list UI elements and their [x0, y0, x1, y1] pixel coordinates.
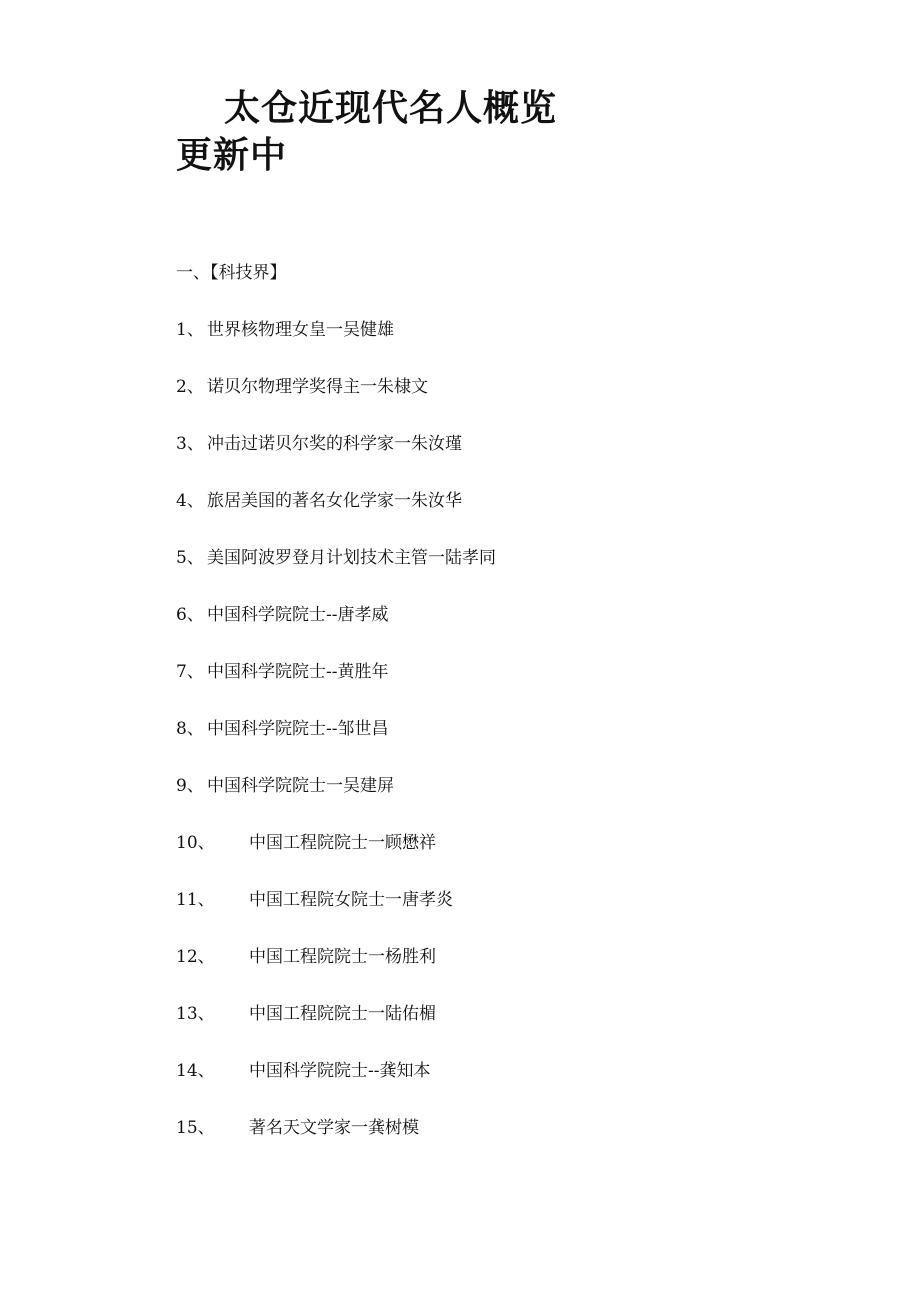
item-text: 中国工程院院士一杨胜利 [249, 947, 436, 967]
item-number: 1、 [176, 320, 204, 340]
item-number: 3、 [176, 434, 204, 454]
document-subtitle: 更新中 [176, 134, 288, 176]
list-item [176, 660, 496, 717]
list-item [176, 318, 496, 375]
item-text: 美国阿波罗登月计划技术主管一陆孝同 [207, 548, 496, 568]
item-number: 5、 [176, 548, 204, 568]
list-item [176, 831, 496, 888]
item-number: 15、 [176, 1118, 215, 1138]
list-item [176, 603, 496, 660]
list-item [176, 375, 496, 432]
list-item [176, 489, 496, 546]
document-title: 太仓近现代名人概览 [224, 87, 558, 129]
item-number: 4、 [176, 491, 204, 511]
list-item [176, 945, 496, 1002]
section-heading: 一、【科技界】 [176, 263, 287, 283]
item-number: 2、 [176, 377, 204, 397]
item-text: 旅居美国的著名女化学家一朱汝华 [207, 491, 462, 511]
item-number: 11、 [176, 890, 215, 910]
item-text: 中国工程院女院士一唐孝炎 [249, 890, 453, 910]
item-text: 著名天文学家一龚树模 [249, 1118, 419, 1138]
item-number: 8、 [176, 719, 204, 739]
item-text: 诺贝尔物理学奖得主一朱棣文 [207, 377, 428, 397]
item-number: 13、 [176, 1004, 215, 1024]
list-item [176, 1059, 496, 1116]
item-number: 14、 [176, 1061, 215, 1081]
item-number: 9、 [176, 776, 204, 796]
list-item [176, 1116, 496, 1173]
item-number: 12、 [176, 947, 215, 967]
list-item [176, 1002, 496, 1059]
list-item [176, 888, 496, 945]
item-text: 中国科学院院士一吴建屏 [207, 776, 394, 796]
item-text: 中国工程院院士一顾懋祥 [249, 833, 436, 853]
item-text: 中国科学院院士--邹世昌 [207, 719, 389, 739]
item-text: 中国科学院院士--唐孝威 [207, 605, 389, 625]
item-text: 中国科学院院士--龚知本 [249, 1061, 431, 1081]
person-list [176, 318, 496, 1173]
list-item [176, 432, 496, 489]
list-item [176, 774, 496, 831]
item-number: 7、 [176, 662, 204, 682]
list-item [176, 546, 496, 603]
item-number: 6、 [176, 605, 204, 625]
item-text: 世界核物理女皇一吴健雄 [207, 320, 394, 340]
item-text: 冲击过诺贝尔奖的科学家一朱汝瑾 [207, 434, 462, 454]
item-text: 中国科学院院士--黄胜年 [207, 662, 389, 682]
item-number: 10、 [176, 833, 215, 853]
list-item [176, 717, 496, 774]
item-text: 中国工程院院士一陆佑楣 [249, 1004, 436, 1024]
